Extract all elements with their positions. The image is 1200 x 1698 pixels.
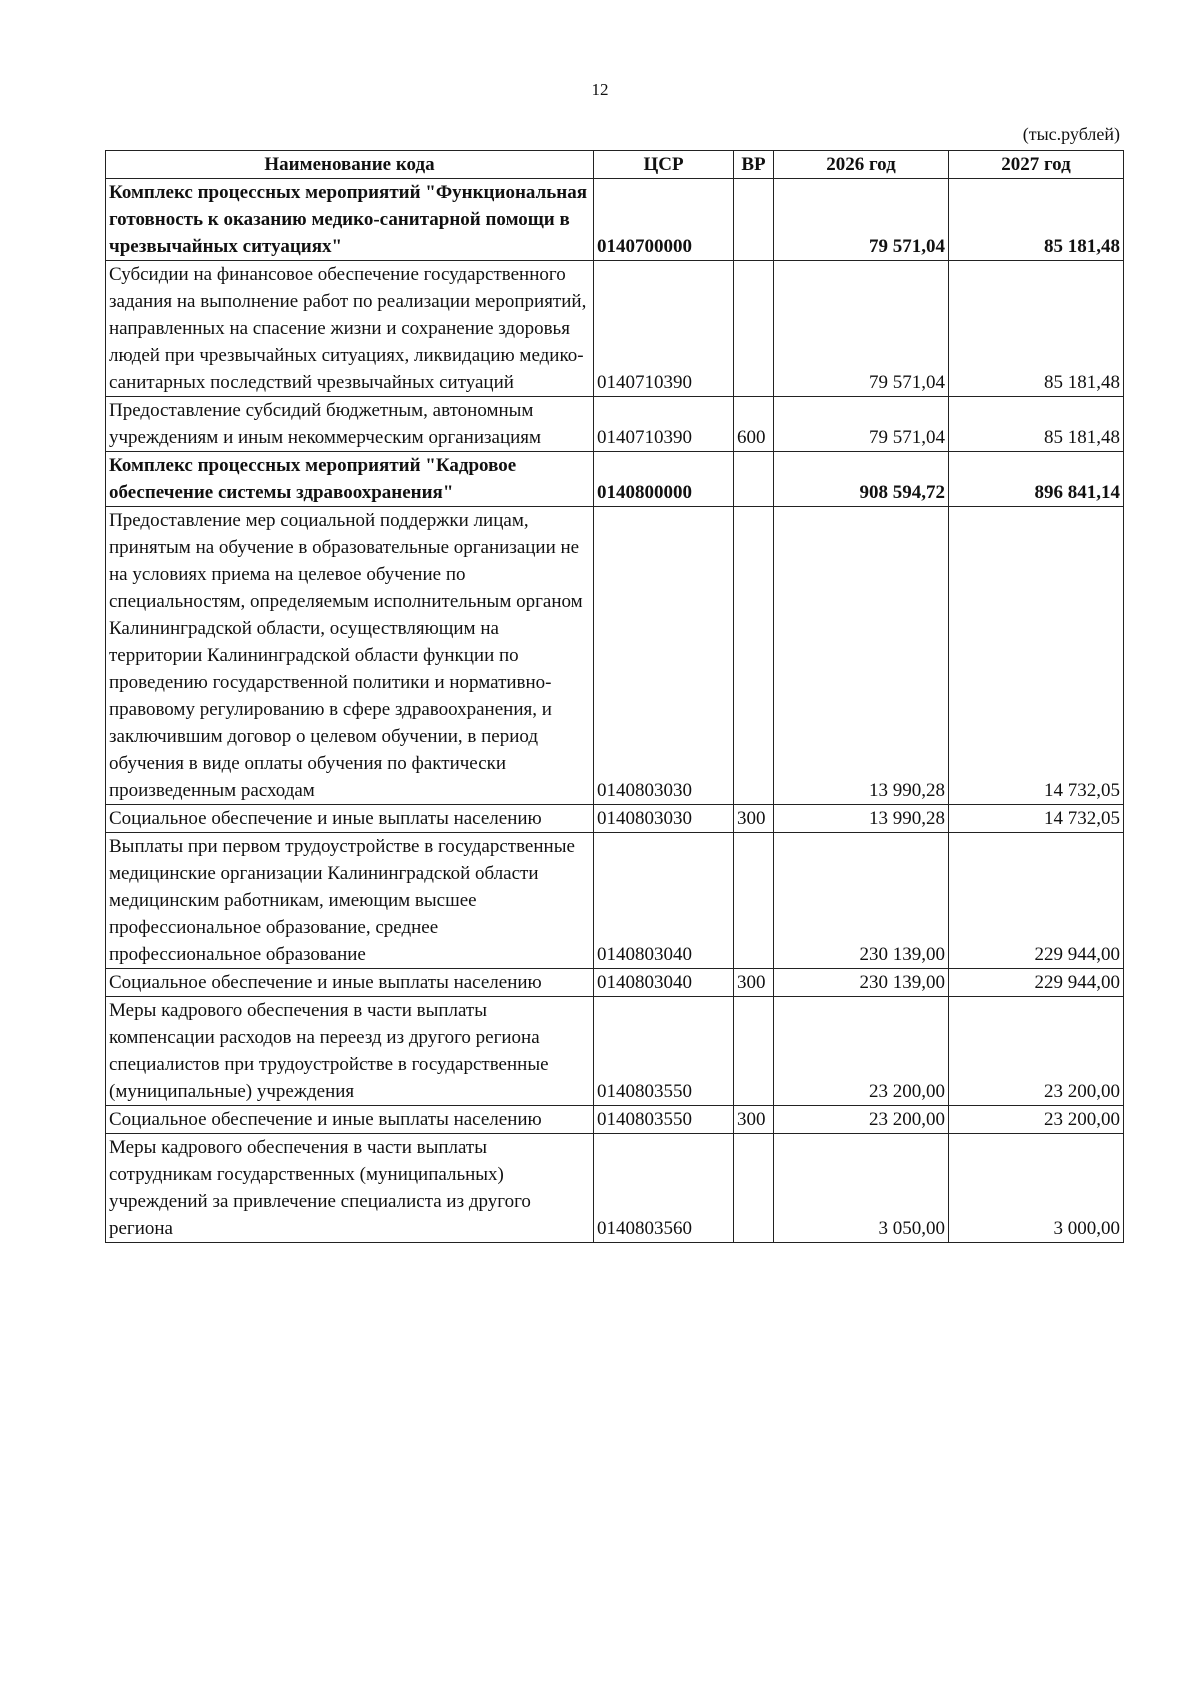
row-csr: 0140803040 bbox=[594, 969, 734, 997]
page-number: 12 bbox=[591, 80, 609, 99]
header-2027: 2027 год bbox=[949, 151, 1124, 179]
row-name: Субсидии на финансовое обеспечение государственного задания на выполнение работ по реализации мероприятий, направленных на спасение жизни и сохранение здоровья людей при чрезвычайных ситуациях, ликвидацию медико-санитарных последствий чрезвычайных ситуаций bbox=[106, 261, 594, 397]
row-2027: 3 000,00 bbox=[949, 1134, 1124, 1243]
row-vr bbox=[734, 507, 774, 805]
row-csr: 0140700000 bbox=[594, 179, 734, 261]
row-vr: 300 bbox=[734, 1106, 774, 1134]
row-csr: 0140803030 bbox=[594, 507, 734, 805]
row-name: Социальное обеспечение и иные выплаты населению bbox=[106, 805, 594, 833]
row-vr bbox=[734, 833, 774, 969]
table-row bbox=[106, 1106, 1124, 1134]
row-name: Комплекс процессных мероприятий "Функциональная готовность к оказанию медико-санитарной помощи в чрезвычайных ситуациях" bbox=[106, 179, 594, 261]
table-row bbox=[106, 997, 1124, 1106]
table-row bbox=[106, 507, 1124, 805]
row-2026: 230 139,00 bbox=[774, 969, 949, 997]
table-row bbox=[106, 452, 1124, 507]
row-2026: 13 990,28 bbox=[774, 507, 949, 805]
row-2027: 229 944,00 bbox=[949, 969, 1124, 997]
row-2027: 23 200,00 bbox=[949, 1106, 1124, 1134]
row-2026: 79 571,04 bbox=[774, 179, 949, 261]
row-csr: 0140803040 bbox=[594, 833, 734, 969]
row-2027: 85 181,48 bbox=[949, 397, 1124, 452]
header-csr: ЦСР bbox=[594, 151, 734, 179]
row-2027: 229 944,00 bbox=[949, 833, 1124, 969]
row-name: Социальное обеспечение и иные выплаты населению bbox=[106, 969, 594, 997]
row-csr: 0140803560 bbox=[594, 1134, 734, 1243]
table-row bbox=[106, 805, 1124, 833]
row-csr: 0140710390 bbox=[594, 261, 734, 397]
table-row bbox=[106, 1134, 1124, 1243]
table-row bbox=[106, 833, 1124, 969]
row-vr: 300 bbox=[734, 805, 774, 833]
row-vr bbox=[734, 1134, 774, 1243]
row-vr bbox=[734, 261, 774, 397]
header-2026: 2026 год bbox=[774, 151, 949, 179]
row-2026: 230 139,00 bbox=[774, 833, 949, 969]
row-csr: 0140803030 bbox=[594, 805, 734, 833]
table-row bbox=[106, 969, 1124, 997]
row-name: Комплекс процессных мероприятий "Кадровое обеспечение системы здравоохранения" bbox=[106, 452, 594, 507]
header-name: Наименование кода bbox=[106, 151, 594, 179]
row-csr: 0140800000 bbox=[594, 452, 734, 507]
row-csr: 0140803550 bbox=[594, 1106, 734, 1134]
row-vr bbox=[734, 452, 774, 507]
row-vr: 300 bbox=[734, 969, 774, 997]
budget-table bbox=[105, 150, 1124, 1243]
row-2026: 23 200,00 bbox=[774, 997, 949, 1106]
table-row bbox=[106, 397, 1124, 452]
row-2027: 14 732,05 bbox=[949, 507, 1124, 805]
table-row bbox=[106, 261, 1124, 397]
row-vr: 600 bbox=[734, 397, 774, 452]
row-name: Меры кадрового обеспечения в части выплаты сотрудникам государственных (муниципальных) учреждений за привлечение специалиста из другого региона bbox=[106, 1134, 594, 1243]
row-name: Выплаты при первом трудоустройстве в государственные медицинские организации Калининградской области медицинским работникам, имеющим высшее профессиональное образование, среднее профессиональное образование bbox=[106, 833, 594, 969]
row-2026: 79 571,04 bbox=[774, 261, 949, 397]
header-vr: ВР bbox=[734, 151, 774, 179]
row-2027: 85 181,48 bbox=[949, 179, 1124, 261]
row-name: Предоставление субсидий бюджетным, автономным учреждениям и иным некоммерческим организациям bbox=[106, 397, 594, 452]
row-name: Меры кадрового обеспечения в части выплаты компенсации расходов на переезд из другого региона специалистов при трудоустройстве в государственные (муниципальные) учреждения bbox=[106, 997, 594, 1106]
units-label: (тыс.рублей) bbox=[1022, 124, 1120, 144]
row-2026: 908 594,72 bbox=[774, 452, 949, 507]
table-row bbox=[106, 179, 1124, 261]
row-vr bbox=[734, 179, 774, 261]
row-name: Социальное обеспечение и иные выплаты населению bbox=[106, 1106, 594, 1134]
row-2027: 85 181,48 bbox=[949, 261, 1124, 397]
table-header-row bbox=[106, 151, 1124, 179]
row-2027: 896 841,14 bbox=[949, 452, 1124, 507]
row-2026: 3 050,00 bbox=[774, 1134, 949, 1243]
row-csr: 0140803550 bbox=[594, 997, 734, 1106]
row-2026: 79 571,04 bbox=[774, 397, 949, 452]
row-vr bbox=[734, 997, 774, 1106]
row-2027: 23 200,00 bbox=[949, 997, 1124, 1106]
row-csr: 0140710390 bbox=[594, 397, 734, 452]
row-name: Предоставление мер социальной поддержки лицам, принятым на обучение в образовательные организации не на условиях приема на целевое обучение по специальностям, определяемым исполнительным органом Калининградской области, осуществляющим на территории Калининградской области функции по проведению государственной политики и нормативно-правовому регулированию в сфере здравоохранения, и заключившим договор о целевом обучении, в период обучения в виде оплаты обучения по фактически произведенным расходам bbox=[106, 507, 594, 805]
row-2027: 14 732,05 bbox=[949, 805, 1124, 833]
row-2026: 23 200,00 bbox=[774, 1106, 949, 1134]
row-2026: 13 990,28 bbox=[774, 805, 949, 833]
